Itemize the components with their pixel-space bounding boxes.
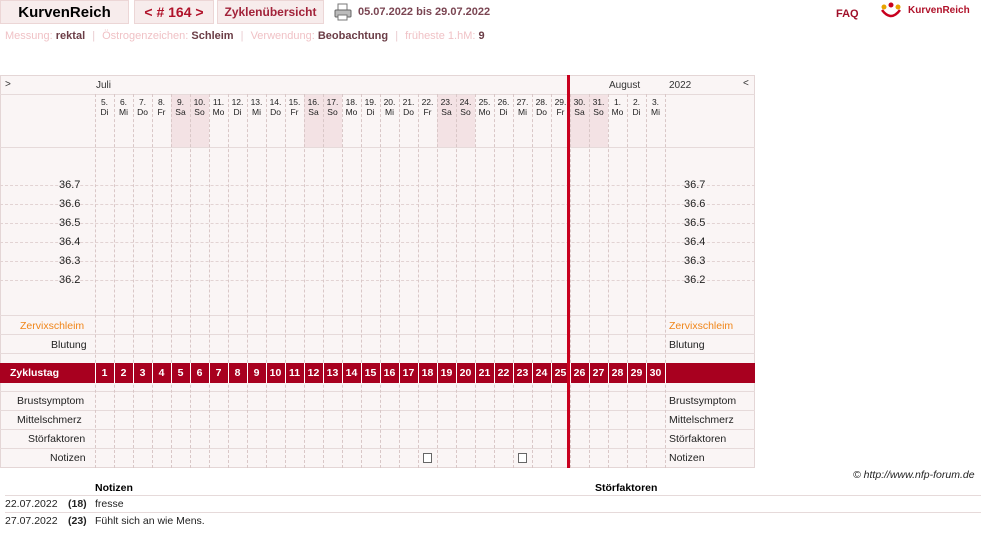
temperature-label: 36.2 [59, 274, 81, 286]
day-header[interactable] [114, 97, 133, 117]
zyklustag-number: 3 [139, 367, 146, 379]
zyklustag-number: 4 [158, 367, 165, 379]
weekday: Do [270, 107, 281, 117]
day-column-line [190, 94, 191, 468]
zyklustag-number: 2 [120, 367, 127, 379]
zyklustag-number: 15 [364, 367, 377, 379]
printer-icon[interactable] [334, 3, 352, 21]
day-column-line [665, 94, 666, 468]
day-number: 21. [402, 97, 415, 107]
zyklustag-number: 13 [326, 367, 339, 379]
weekday: Fr [423, 107, 432, 117]
year-label: 2022 [669, 80, 692, 91]
day-column-line [361, 94, 362, 468]
messung-label: Messung: [5, 30, 53, 42]
temperature-label: 36.5 [59, 217, 81, 229]
day-column-line [589, 94, 590, 468]
day-column-line [399, 94, 400, 468]
day-number: 24. [459, 97, 472, 107]
cycle-navigation[interactable]: < # 164 > [134, 0, 214, 24]
current-day-marker [567, 75, 570, 468]
weekday: Do [536, 107, 547, 117]
day-header[interactable] [152, 97, 171, 117]
hm-label: früheste 1.hM: [405, 30, 476, 42]
zyklustag-number: 1 [101, 367, 108, 379]
day-number: 10. [193, 97, 206, 107]
table-row [5, 495, 981, 512]
day-number: 7. [138, 97, 147, 107]
day-column-line [285, 94, 286, 468]
temperature-label-right: 36.6 [684, 198, 706, 210]
day-header[interactable] [228, 97, 247, 117]
row-label-stoerfaktoren-right: Störfaktoren [669, 433, 727, 445]
day-column-line [323, 94, 324, 468]
row-label-zervixschleim-right: Zervixschleim [669, 320, 734, 332]
day-number: 22. [421, 97, 434, 107]
day-header[interactable] [323, 97, 342, 117]
day-column-line [475, 94, 476, 468]
weekday: Do [137, 107, 148, 117]
day-number: 17. [326, 97, 339, 107]
weekday: Di [632, 107, 641, 117]
separator: | [92, 30, 96, 42]
day-header[interactable] [475, 97, 494, 117]
temperature-label: 36.6 [59, 198, 81, 210]
day-header[interactable] [532, 97, 551, 117]
logo-text[interactable]: KurvenReich [908, 5, 970, 16]
day-header[interactable] [646, 97, 665, 117]
day-number: 23. [440, 97, 453, 107]
table-row [5, 512, 981, 529]
day-number: 29. [554, 97, 567, 107]
oestrogen-label: Östrogenzeichen: [102, 30, 189, 42]
separator: | [240, 30, 244, 42]
day-column-line [228, 94, 229, 468]
weekday: Di [233, 107, 242, 117]
day-number: 11. [212, 97, 225, 107]
day-number: 15. [288, 97, 301, 107]
day-number: 8. [157, 97, 166, 107]
weekday: Sa [175, 107, 186, 117]
day-header[interactable] [171, 97, 190, 117]
row-label-notizen: Notizen [50, 452, 86, 464]
zyklustag-number: 19 [440, 367, 453, 379]
kurvenreich-logo-icon[interactable] [880, 2, 902, 20]
day-header[interactable] [190, 97, 209, 117]
zyklustag-number: 20 [459, 367, 472, 379]
day-header[interactable] [209, 97, 228, 117]
zyklustag-number: 25 [554, 367, 567, 379]
zyklustag-separator [665, 363, 666, 383]
day-header[interactable] [95, 97, 114, 117]
weekday: Do [403, 107, 414, 117]
day-number: 19. [364, 97, 377, 107]
day-number: 3. [651, 97, 660, 107]
weekday: Di [100, 107, 109, 117]
zyklustag-number: 12 [307, 367, 320, 379]
weekday: Mi [252, 107, 261, 117]
day-number: 31. [592, 97, 605, 107]
day-column-line [133, 94, 134, 468]
weekday: Mi [651, 107, 660, 117]
day-column-line [627, 94, 628, 468]
weekday: Mo [611, 107, 624, 117]
day-header[interactable] [608, 97, 627, 117]
nav-prev-button[interactable]: > [5, 79, 11, 90]
note-icon[interactable] [423, 453, 432, 463]
temperature-label: 36.4 [59, 236, 81, 248]
day-header[interactable] [285, 97, 304, 117]
row-label-mittelschmerz: Mittelschmerz [17, 414, 82, 426]
day-column-line [513, 94, 514, 468]
row-label-brustsymptom-right: Brustsymptom [669, 395, 737, 407]
weekday: Sa [574, 107, 585, 117]
day-number: 6. [119, 97, 128, 107]
day-column-line [608, 94, 609, 468]
zyklustag-number: 22 [497, 367, 510, 379]
day-header[interactable] [342, 97, 361, 117]
weekday: Fr [556, 107, 565, 117]
zyklustag-number: 17 [402, 367, 415, 379]
day-number: 12. [231, 97, 244, 107]
notes-header: Notizen [95, 482, 133, 494]
day-number: 25. [478, 97, 491, 107]
messung-value: rektal [55, 30, 86, 42]
row-label-stoerfaktoren: Störfaktoren [28, 433, 86, 445]
row-label-zervixschleim: Zervixschleim [20, 320, 85, 332]
weekday: Mo [478, 107, 491, 117]
zyklustag-number: 27 [592, 367, 605, 379]
day-column-line [152, 94, 153, 468]
day-number: 14. [269, 97, 282, 107]
day-header[interactable] [133, 97, 152, 117]
weekday: Mi [119, 107, 128, 117]
note-cycle-day: (18) [68, 498, 87, 510]
hm-value: 9 [478, 30, 485, 42]
day-number: 30. [573, 97, 586, 107]
day-column-line [304, 94, 305, 468]
note-text: Fühlt sich an wie Mens. [95, 515, 205, 527]
day-column-line [171, 94, 172, 468]
weekday: Fr [290, 107, 299, 117]
zyklustag-number: 28 [611, 367, 624, 379]
nav-next-button[interactable]: < [743, 78, 749, 89]
day-column-line [532, 94, 533, 468]
zyklustag-row [0, 363, 755, 383]
weekday: Sa [308, 107, 319, 117]
day-number: 9. [176, 97, 185, 107]
day-header[interactable] [380, 97, 399, 117]
day-column-line [456, 94, 457, 468]
weekday: So [460, 107, 471, 117]
stoerfaktoren-header: Störfaktoren [595, 482, 658, 494]
copyright-link[interactable]: © http://www.nfp-forum.de [853, 469, 975, 481]
note-icon[interactable] [518, 453, 527, 463]
day-header[interactable] [456, 97, 475, 117]
zyklustag-number: 8 [234, 367, 241, 379]
temperature-label-right: 36.4 [684, 236, 706, 248]
date-range: 05.07.2022 bis 29.07.2022 [358, 6, 491, 18]
weekday: So [194, 107, 205, 117]
day-number: 13. [250, 97, 263, 107]
note-cycle-day: (23) [68, 515, 87, 527]
zyklustag-number: 21 [478, 367, 491, 379]
day-number: 18. [345, 97, 358, 107]
zyklustag-number: 9 [253, 367, 260, 379]
day-header[interactable] [399, 97, 418, 117]
zyklustag-number: 18 [421, 367, 434, 379]
zyklustag-number: 11 [288, 367, 301, 379]
weekday: Mi [518, 107, 527, 117]
day-number: 28. [535, 97, 548, 107]
day-number: 16. [307, 97, 320, 107]
weekday: Di [499, 107, 508, 117]
cycle-info-line [5, 30, 485, 42]
separator: | [395, 30, 399, 42]
row-label-notizen-right: Notizen [669, 452, 705, 464]
weekday: Sa [441, 107, 452, 117]
temperature-label-right: 36.5 [684, 217, 706, 229]
day-number: 26. [497, 97, 510, 107]
day-column-line [95, 94, 96, 468]
weekday: Mo [212, 107, 225, 117]
zyklustag-number: 29 [630, 367, 643, 379]
day-number: 2. [632, 97, 641, 107]
month-label-august: August [609, 80, 641, 91]
row-label-brustsymptom: Brustsymptom [17, 395, 85, 407]
day-header[interactable] [627, 97, 646, 117]
day-column-line [380, 94, 381, 468]
day-column-line [342, 94, 343, 468]
day-column-line [114, 94, 115, 468]
day-column-line [570, 94, 571, 468]
weekday: So [327, 107, 338, 117]
day-column-line [209, 94, 210, 468]
zyklustag-number: 7 [215, 367, 222, 379]
weekday: Mo [345, 107, 358, 117]
day-column-line [266, 94, 267, 468]
day-number: 20. [383, 97, 396, 107]
temperature-label-right: 36.3 [684, 255, 706, 267]
note-date: 27.07.2022 [5, 515, 58, 527]
day-column-line [247, 94, 248, 468]
day-header[interactable] [437, 97, 456, 117]
temperature-label: 36.7 [59, 179, 81, 191]
oestrogen-value: Schleim [191, 30, 234, 42]
day-column-line [418, 94, 419, 468]
verwendung-value: Beobachtung [317, 30, 389, 42]
row-label-mittelschmerz-right: Mittelschmerz [669, 414, 734, 426]
row-label-blutung: Blutung [51, 339, 87, 351]
zyklustag-number: 24 [535, 367, 548, 379]
weekday: Di [366, 107, 375, 117]
zyklustag-number: 6 [196, 367, 203, 379]
verwendung-label: Verwendung: [250, 30, 315, 42]
day-header[interactable] [513, 97, 532, 117]
tab-cycle-overview[interactable]: Zyklenübersicht [217, 0, 324, 24]
day-header[interactable] [418, 97, 437, 117]
day-column-line [551, 94, 552, 468]
zyklustag-label: Zyklustag [10, 367, 60, 379]
zyklustag-number: 10 [269, 367, 282, 379]
zyklustag-number: 5 [177, 367, 184, 379]
day-column-line [437, 94, 438, 468]
day-header[interactable] [570, 97, 589, 117]
month-label-july: Juli [96, 80, 112, 91]
day-header[interactable] [589, 97, 608, 117]
day-number: 1. [613, 97, 622, 107]
day-column-line [494, 94, 495, 468]
faq-link[interactable]: FAQ [836, 8, 859, 20]
day-header[interactable] [494, 97, 513, 117]
temperature-label: 36.3 [59, 255, 81, 267]
day-header[interactable] [266, 97, 285, 117]
day-number: 5. [100, 97, 109, 107]
zyklustag-number: 26 [573, 367, 586, 379]
row-label-blutung-right: Blutung [669, 339, 705, 351]
weekday: Mi [385, 107, 394, 117]
day-header[interactable] [304, 97, 323, 117]
zyklustag-number: 16 [383, 367, 396, 379]
brand-tab[interactable]: KurvenReich [0, 0, 129, 24]
day-header[interactable] [361, 97, 380, 117]
day-header[interactable] [247, 97, 266, 117]
day-column-line [646, 94, 647, 468]
note-text: fresse [95, 498, 124, 510]
zyklustag-number: 23 [516, 367, 529, 379]
day-number: 27. [516, 97, 529, 107]
temperature-label-right: 36.2 [684, 274, 706, 286]
weekday: Fr [157, 107, 166, 117]
zyklustag-number: 14 [345, 367, 358, 379]
zyklustag-number: 30 [649, 367, 662, 379]
temperature-label-right: 36.7 [684, 179, 706, 191]
note-date: 22.07.2022 [5, 498, 58, 510]
weekday: So [593, 107, 604, 117]
